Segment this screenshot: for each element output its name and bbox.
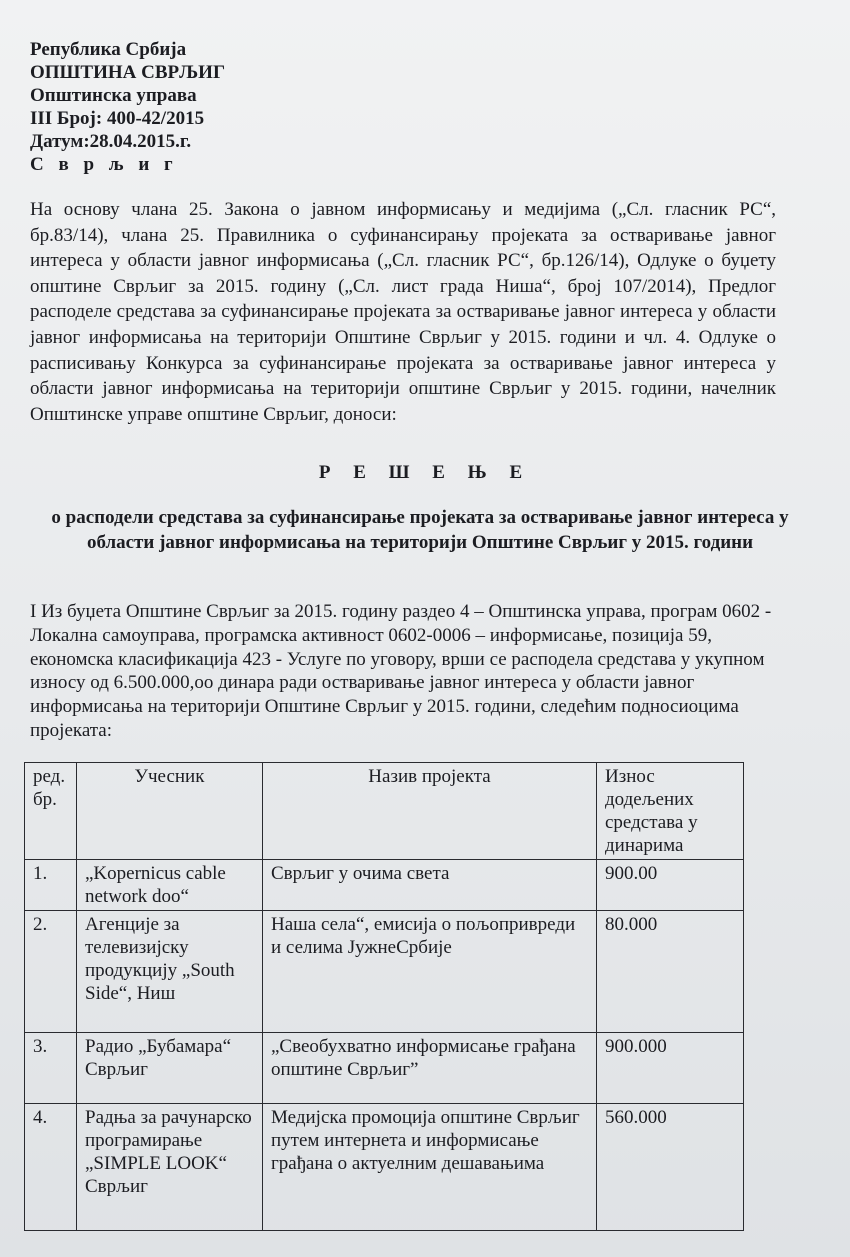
row-amount: 560.000 [597,1104,744,1231]
row-amount: 900.000 [597,1033,744,1104]
municipality-name: ОПШТИНА СВРЉИГ [30,62,226,83]
intro-paragraph: На основу члана 25. Закона о јавном информисању и медијима („Сл. гласник РС“, бр.83/14), члана 25. Правилника о суфинансирању пројеката за остваривање јавног интереса у области јавног информисања („Сл. гласник РС“, бр.126/14), Одлуке о буџету општине Сврљиг за 2015. годину („Сл. лист града Ниша“, број 107/2014), Предлог расподеле средстава за суфинансирање пројеката за остваривање јавног интереса у области јавног информисања на територији Општине Сврљиг у 2015. години и чл. 4. Одлуке о расписивању Конкурса за суфинансирање пројеката за остваривање јавног интереса у области јавног информисања на територији општине Сврљиг у 2015. години, начелник Општинске управе општине Сврљиг, доноси: [30,199,776,425]
row-project: Медијска промоција општине Сврљиг путем интернета и информисање грађана о актуелним дешавањима [263,1104,597,1231]
table-row [25,911,744,1033]
header-amount: Износ додељених средстава у динарима [597,763,744,860]
document-date: Датум:28.04.2015.г. [30,131,192,152]
table-row [25,1104,744,1231]
document-number: III Број: 400-42/2015 [30,108,205,129]
row-project: Сврљиг у очима света [263,860,597,911]
header-num: ред. бр. [25,763,77,860]
row-participant: Агенције за телевизијску продукцију „South Side“, Ниш [77,911,263,1033]
allocation-paragraph: I Из буџета Општине Сврљиг за 2015. годину раздео 4 – Општинска управа, програм 0602 - Локална самоуправа, програмска активност 0602-0006 – информисање, позиција 59, економска класификација 423 - Услуге по уговору, врши се расподела средстава у укупном износу од 6.500.000,оо динара ради остваривање јавног интереса у области јавног информисања на територији Општине Сврљиг у 2015. години, следећим подносиоцима пројеката: [30,601,772,741]
row-participant: „Kopernicus cable network doo“ [77,860,263,911]
row-project: Наша села“, емисија о пољопривреди и селима ЈужнеСрбије [263,911,597,1033]
row-participant: Радио „Бубамара“ Сврљиг [77,1033,263,1104]
table-header-row [25,763,744,860]
city-name: С в р љ и г [30,154,178,175]
decision-title: Р Е Ш Е Њ Е [318,462,532,483]
row-project: „Свеобухватно информисање грађана општине Сврљиг” [263,1033,597,1104]
row-amount: 900.00 [597,860,744,911]
row-num: 2. [25,911,77,1033]
table-row [25,860,744,911]
header-project: Назив пројекта [263,763,597,860]
row-num: 4. [25,1104,77,1231]
decision-subtitle: о расподели средстава за суфинансирање пројеката за остваривање јавног интереса у области јавног информисања на територији Општине Сврљиг у 2015. години [51,507,789,553]
administration-name: Општинска управа [30,85,197,106]
row-participant: Радња за рачунарско програмирање „SIMPLE LOOK“ Сврљиг [77,1104,263,1231]
table-row [25,1033,744,1104]
allocation-table [24,762,744,1231]
row-amount: 80.000 [597,911,744,1033]
document-header [30,38,225,176]
row-num: 3. [25,1033,77,1104]
row-num: 1. [25,860,77,911]
header-participant: Учесник [77,763,263,860]
republic-name: Република Србија [30,39,187,60]
